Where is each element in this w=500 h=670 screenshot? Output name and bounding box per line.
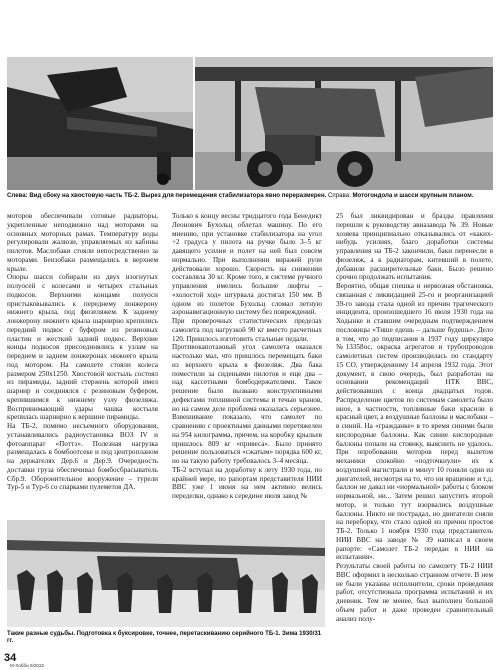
caption-bottom-text: Подготовка к буксировке, точнее, перетаскиванию серийного ТБ-1. Зима 1930/31 гг. bbox=[7, 630, 322, 645]
article-column-2: Только к концу весны тридцатого года Бенедикт Леонович Бухольц облетал машину. По его мнению, при установке стабилизатора на угол +2 градуса у пилота на ручке было 3–5 кг давящего усилия и полет на ней был совсем нормально. При выполнении виражей рули действовали хорошо. Скорость на снижении составляла 30 кг. Кроме того, в системе ручного управления имелись большие люфты – «холостой ход» штурвала достигал 150 мм. В одном из полетов Бухольц сломал летную аэронавигационную систему без повреждений. При проверочных статистических пределах самолета под нагрузкой 90 кг вместо расчетных 120. Пришлось изготовить стальные педали. Противокапотажный угол самолета оказался настолько мал, что пришлось перемещать баки из верхнего крыла в фюзеляж. Два бака поместили за сиденьями пилотов и еще два – над кассетными бомбодержателями. Такое решение было вызвано конструктивными дефектами топливной системы и течью кранов, но на самом деле проблема оказалась серьезнее. Взвешивание показало, что самолет по сравнению с проектными данными перетяжелен на 954 килограмма, причем, на коробку крыльев пришлось 809 кг «привеса». Было принято решение пользоваться «сжатым» порядка 600 кг, но на такую работу требовалось 3–4 месяца. ТБ-2 вступал на доработку к лету 1930 года, по крайней мере, по рапортам представителя НИИ ВВС уже 1 июня на нем активно велись переделки, однако к середине июля завод № bbox=[172, 212, 322, 500]
article-column-1: моторов обеспечивали сотовые радиаторы, укрепленные неподвижно над моторами на основных моторных рамах. Температуру воды регулировали жалюзи, управляемых из кабины пилотов. Маслобаки стояли непосредственно за моторами. Бензобаки размещались в верхнем крыле. Опоры шасси собирали из двух изогнутых полуосей с колесами и четырех стальных подкосов. Верхними концами полуоси пристыковывались к переднему лонжерону нижнего крыла, под фюзеляжем. К заднему лонжерону нижнего крыла шарнирно крепились передний подкос с буфером из резиновых пластин и жесткий задний подкос. Верхние концы подкосов присоединялись к узлам на переднем и заднем лонжеронах нижнего крыла под мотором. На самолете стояли колеса размером 250х1250. Хвостовой костыль состоял из пирамиды, задний стержень которой имел шарнир и соединялся с резиновым буфером, крепившимся к нижнему узлу фюзеляжа. Воспринимающий удары чашка костыля крепилась шарнирно к вершине пирамиды. На ТБ-2, помимо несъемного оборудования, устанавливались радиоустановка ВОЗ IV и фотоаппарат «Поттэ». Полезная нагрузка размещалась в бомбоотсеке и под центропланом на держателях Дер.6 и Дер.9. Очередность доставки груза обеспечивал бомбосбрасыватель Сбр.9. Оборонительное вооружение – турели Тур-5 и Тур-6 со спарками пулеметов ДА. bbox=[7, 212, 158, 492]
photo-caption-top bbox=[7, 192, 493, 199]
caption-label-right: Справа: bbox=[328, 192, 351, 199]
page-number: 34 bbox=[4, 652, 17, 664]
photo-engine-nacelle bbox=[195, 57, 493, 190]
caption-label-left: Слева: bbox=[7, 192, 28, 199]
article-column-3: 25 был ликвидирован и бразды правления перешли к руководству авиазавода № 39. Новые хозяева принципиально отказывались от «каких-нибудь усилиях, благо доработки системы управления на ТБ-2 закончили, баки перенесли в фюзеляж, а к радиаторам, китевший в полете, добавили расширительные баки. Было решено срочно продолжать испытания. Вероятно, общая спешка и нервозная обстановка, связанная с ликвидацией 25-го и реорганизацией 39-го завода стала одной из причин трагического инцидента, произошедшего 16 июля 1930 года на Ходынке и ставшим очередным подтверждением пословицы «Тише едешь – дальше будешь». Дело в том, что до подписания в 1937 году циркуляра №13358ос, окраска агрегатов и трубопроводов самолетных систем производилась по стандарту 15 СО, утвержденному 14 апреля 1932 года. Этот документ, в свою очередь, был разработан на основании рекомендаций НТК ВВС, действовавших с конца двадцатых годов. Распределение цветов по системам самолета было иное, в частности, топливные баки красили в красный цвет, а воздушные баллоны и маслобаки – в синий. На «гражданке» в то время синими были кислородные баллоны. Как синие кислородные баллоны попали на стоянку, выяснить не удалось. При опробовании моторов перед вылетом механики спокойно «подточкнули» их к воздушной магистрали и минут 10 гоняли один из двигателей, несмотря на то, что ни вращение и т.д. баллон не давал ни «нормальной» работы с блоком нормальной, ни... Затем решил запустить второй мотор, и только тут взорвались воздушные баллоны. Никто не пострадал, но двигатели сняли на переборку, что стало одной из причин простоя ТБ-2. Только 1 ноября 1930 года представитель НИИ ВВС на заводе № 39 написал в своем рапорте: «Самолет ТБ-2 передан в НИИ на испытания». Результаты своей работы по самолету ТБ-2 НИИ ВВС оформил в несколько странном отчете. В нем не были указаны исполнители, сроки проведения работ, отсутствовала программа испытаний и их дневник. Тем не менее, был выполнен большой объем работ и даже проведен сравнительный анализ полу- bbox=[336, 212, 493, 623]
photo-caption-bottom bbox=[7, 630, 325, 645]
photo-tail-side-view bbox=[7, 57, 193, 190]
caption-bottom-label: Такие разные судьбы. bbox=[7, 630, 75, 637]
journal-footer: М-Хобби 9/2022 bbox=[10, 663, 45, 668]
caption-text-right: Мотогондола и шасси крупным планом. bbox=[352, 192, 474, 199]
photo-tb1-towing-winter bbox=[7, 520, 325, 627]
caption-text-left: Вид сбоку на хвостовую часть ТБ-2. Вырез для перемещения стабилизатора явно переразмерен. bbox=[29, 192, 327, 199]
